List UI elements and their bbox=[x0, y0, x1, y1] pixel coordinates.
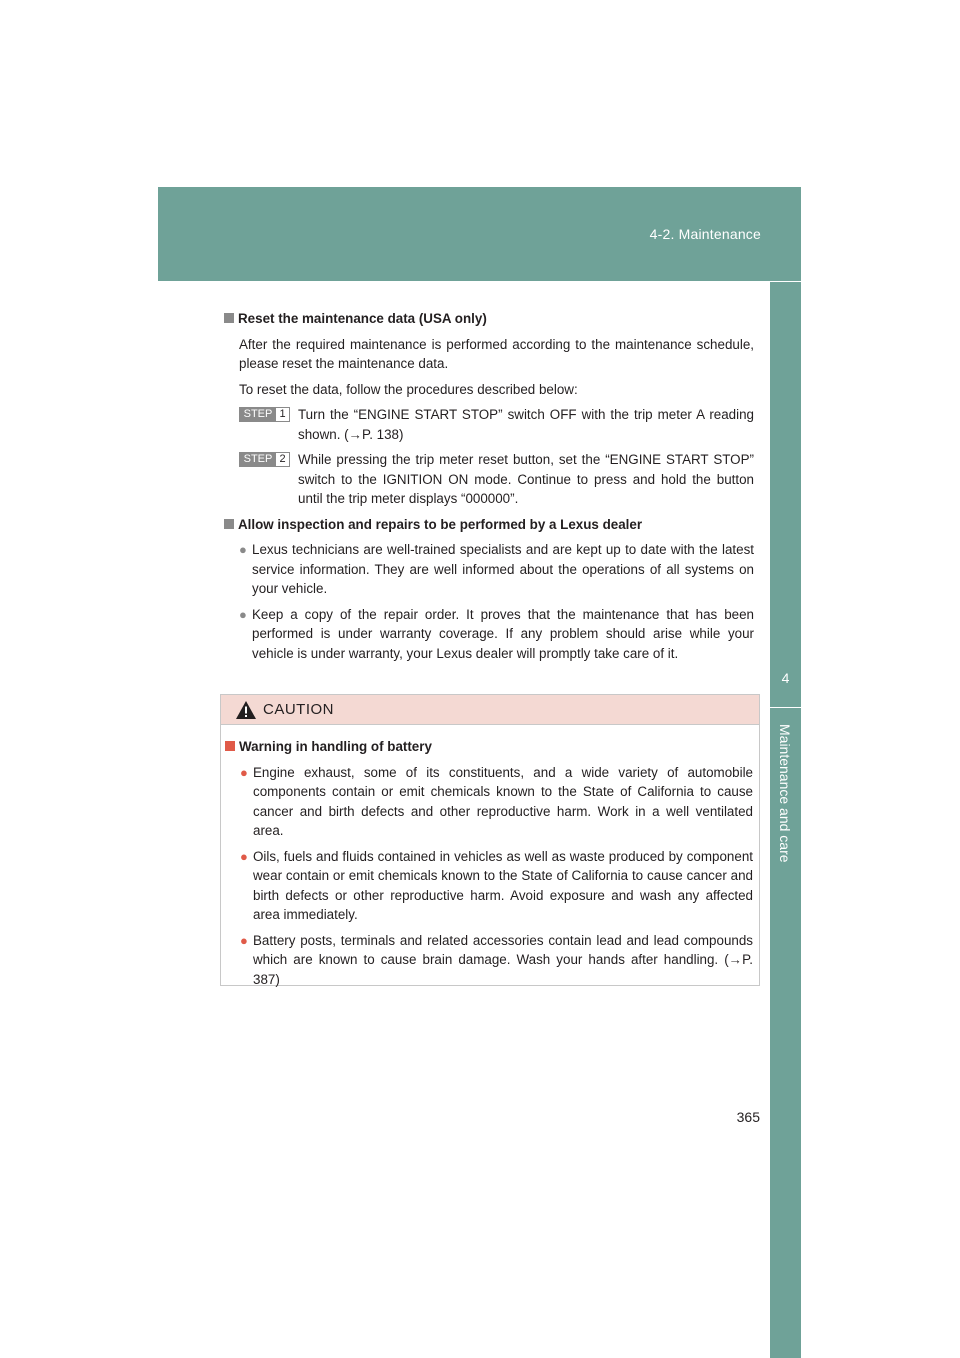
caution-bullet-2 bbox=[240, 847, 753, 925]
step-1-badge bbox=[239, 407, 290, 422]
caution-body bbox=[221, 725, 759, 989]
dealer-heading-text: Allow inspection and repairs to be performed by a Lexus dealer bbox=[238, 516, 643, 532]
section-title: 4-2. Maintenance bbox=[649, 226, 761, 242]
dealer-bullet-2-text: Keep a copy of the repair order. It proves that the maintenance that has been performed is under warranty coverage. If any problem should arise while your vehicle is under warranty, your Lexus dealer will promptly take care of it. bbox=[252, 606, 754, 661]
step-1 bbox=[239, 405, 754, 444]
round-bullet-icon: ● bbox=[240, 848, 248, 864]
caution-bullet-3-text: Battery posts, terminals and related accessories contain lead and lead compounds which are known to cause brain damage. Wash your hands after handling. (→P. 387) bbox=[253, 932, 753, 987]
dealer-heading bbox=[224, 515, 754, 535]
page-number: 365 bbox=[736, 1109, 760, 1125]
round-bullet-icon: ● bbox=[240, 932, 248, 948]
caution-box bbox=[220, 694, 760, 986]
caution-title: CAUTION bbox=[263, 701, 334, 718]
chapter-side-tab bbox=[770, 282, 801, 1358]
dealer-bullet-2 bbox=[239, 605, 754, 664]
caution-bullet-1 bbox=[240, 763, 753, 841]
dealer-bullet-1 bbox=[239, 540, 754, 599]
square-bullet-icon bbox=[225, 741, 235, 751]
warning-triangle-icon bbox=[235, 700, 257, 720]
caution-bullet-1-text: Engine exhaust, some of its constituents, and a wide variety of automobile components contain or emit chemicals known to the State of California to cause cancer and birth defects and other reproductive harm. Work in a well ventilated area. bbox=[253, 764, 753, 838]
step-1-label: STEP bbox=[240, 408, 276, 421]
step-2-label: STEP bbox=[240, 453, 276, 466]
round-bullet-icon: ● bbox=[239, 542, 247, 557]
step-2 bbox=[239, 450, 754, 509]
chapter-title: Maintenance and care bbox=[777, 724, 793, 863]
round-bullet-icon: ● bbox=[239, 606, 247, 622]
square-bullet-icon bbox=[224, 313, 234, 323]
reset-heading bbox=[224, 309, 754, 329]
reset-heading-text: Reset the maintenance data (USA only) bbox=[238, 311, 487, 326]
step-2-badge bbox=[239, 452, 290, 467]
main-content bbox=[224, 309, 754, 669]
caution-header bbox=[221, 695, 759, 725]
step-1-number: 1 bbox=[276, 408, 289, 421]
reset-paragraph-2: To reset the data, follow the procedures described below: bbox=[239, 381, 578, 397]
caution-heading-text: Warning in handling of battery bbox=[239, 739, 432, 754]
dealer-bullet-1-text: Lexus technicians are well-trained specialists and are kept up to date with the latest service information. They are well informed about the operations of all systems on your vehicle. bbox=[252, 542, 754, 596]
round-bullet-icon: ● bbox=[240, 764, 248, 780]
chapter-number: 4 bbox=[781, 670, 790, 686]
step-2-text: While pressing the trip meter reset button, set the “ENGINE START STOP” switch to the IGNITION ON mode. Continue to press and hold the button until the trip meter displays “000000”. bbox=[298, 452, 754, 506]
chapter-divider bbox=[770, 707, 801, 708]
step-2-number: 2 bbox=[276, 453, 289, 466]
step-1-text: Turn the “ENGINE START STOP” switch OFF with the trip meter A reading shown. (→P. 138) bbox=[298, 407, 754, 442]
reset-paragraph-1: After the required maintenance is performed according to the maintenance schedule, please reset the maintenance data. bbox=[239, 336, 754, 371]
caution-bullet-2-text: Oils, fuels and fluids contained in vehicles as well as waste produced by component wear contain or emit chemicals known to the State of California to cause cancer and birth defects or other reproductive harm. Avoid exposure and wash any affected area immediately. bbox=[253, 848, 753, 922]
header-band bbox=[158, 187, 801, 281]
caution-heading bbox=[225, 737, 753, 757]
caution-bullet-3 bbox=[240, 931, 753, 990]
square-bullet-icon bbox=[224, 519, 234, 529]
